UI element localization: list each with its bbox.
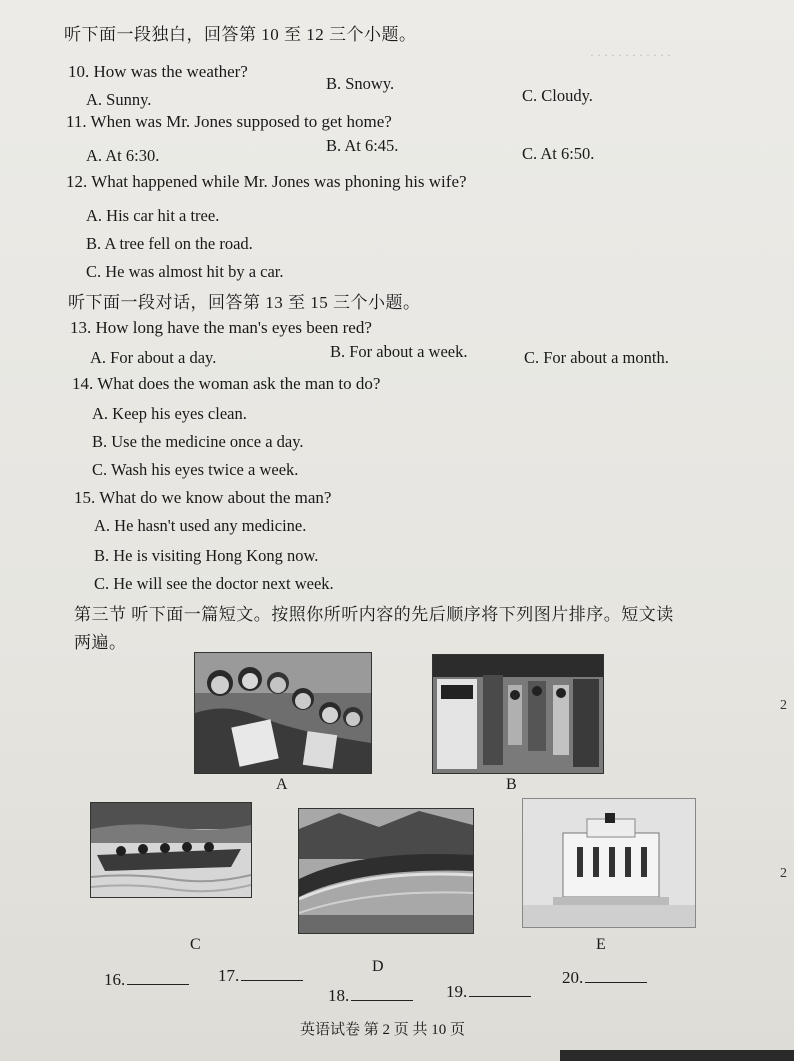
mountain-railway-photo	[298, 808, 474, 934]
q13-option-b: B. For about a week.	[330, 342, 468, 361]
page-footer: 英语试卷 第 2 页 共 10 页	[300, 1022, 466, 1038]
q11-option-b: B. At 6:45.	[326, 136, 399, 155]
image-b-label: B	[506, 776, 517, 793]
answer-20-blank[interactable]	[585, 968, 647, 983]
question-15: 15. What do we know about the man?	[74, 488, 332, 507]
answer-18-number: 18.	[328, 986, 350, 1005]
group-of-people-photo	[194, 652, 372, 774]
answer-19-blank[interactable]	[469, 982, 531, 997]
boat-on-water-illustration	[91, 803, 251, 897]
q13-option-c: C. For about a month.	[524, 348, 669, 367]
q15-option-a: A. He hasn't used any medicine.	[94, 516, 307, 535]
answer-17-number: 17.	[218, 966, 240, 985]
q14-option-c: C. Wash his eyes twice a week.	[92, 460, 299, 479]
scan-shadow	[560, 1050, 794, 1061]
bleed-through-text: · · · · · · · · · · · ·	[590, 48, 671, 62]
question-12: 12. What happened while Mr. Jones was phoning his wife?	[66, 172, 467, 191]
q10-option-a: A. Sunny.	[86, 90, 152, 109]
q12-option-a: A. His car hit a tree.	[86, 206, 220, 225]
image-d-label: D	[372, 958, 384, 975]
mountain-railway-illustration	[299, 809, 473, 933]
question-10: 10. How was the weather?	[68, 62, 248, 81]
section3-heading-line2: 两遍。	[74, 633, 127, 652]
answer-20-number: 20.	[562, 968, 584, 987]
image-e-label: E	[596, 936, 606, 953]
question-11: 11. When was Mr. Jones supposed to get home?	[66, 112, 392, 131]
q14-option-a: A. Keep his eyes clean.	[92, 404, 247, 423]
answer-16-blank[interactable]	[127, 970, 189, 985]
image-a-label: A	[276, 776, 288, 793]
q10-option-b: B. Snowy.	[326, 74, 395, 93]
question-13: 13. How long have the man's eyes been red?	[70, 318, 372, 337]
section3-heading-line1: 第三节 听下面一篇短文。按照你所听内容的先后顺序将下列图片排序。短文读	[74, 605, 674, 624]
edge-mark-2: 2	[780, 866, 787, 881]
answer-17-blank[interactable]	[241, 966, 303, 981]
answer-20[interactable]	[562, 968, 647, 988]
section-intro-2: 听下面一段对话，回答第 13 至 15 三个小题。	[68, 293, 421, 312]
section-intro-1: 听下面一段独白，回答第 10 至 12 三个小题。	[64, 25, 417, 44]
answer-19[interactable]	[446, 982, 531, 1002]
answer-16-number: 16.	[104, 970, 126, 989]
q15-option-b: B. He is visiting Hong Kong now.	[94, 546, 319, 565]
answer-18[interactable]	[328, 986, 413, 1006]
building-exterior-photo	[522, 798, 696, 928]
answer-16[interactable]	[104, 970, 189, 990]
q14-option-b: B. Use the medicine once a day.	[92, 432, 304, 451]
image-c-label: C	[190, 936, 201, 953]
street-market-photo	[432, 654, 604, 774]
q11-option-a: A. At 6:30.	[86, 146, 160, 165]
edge-mark-1: 2	[780, 698, 787, 713]
answer-17[interactable]	[218, 966, 303, 986]
q10-option-c: C. Cloudy.	[522, 86, 593, 105]
street-market-illustration	[433, 655, 603, 773]
question-14: 14. What does the woman ask the man to do?	[72, 374, 381, 393]
q11-option-c: C. At 6:50.	[522, 144, 595, 163]
group-of-people-illustration	[195, 653, 371, 773]
q12-option-b: B. A tree fell on the road.	[86, 234, 253, 253]
q13-option-a: A. For about a day.	[90, 348, 217, 367]
q15-option-c: C. He will see the doctor next week.	[94, 574, 334, 593]
boat-on-water-photo	[90, 802, 252, 898]
answer-18-blank[interactable]	[351, 986, 413, 1001]
building-exterior-illustration	[523, 799, 695, 927]
answer-19-number: 19.	[446, 982, 468, 1001]
q12-option-c: C. He was almost hit by a car.	[86, 262, 284, 281]
